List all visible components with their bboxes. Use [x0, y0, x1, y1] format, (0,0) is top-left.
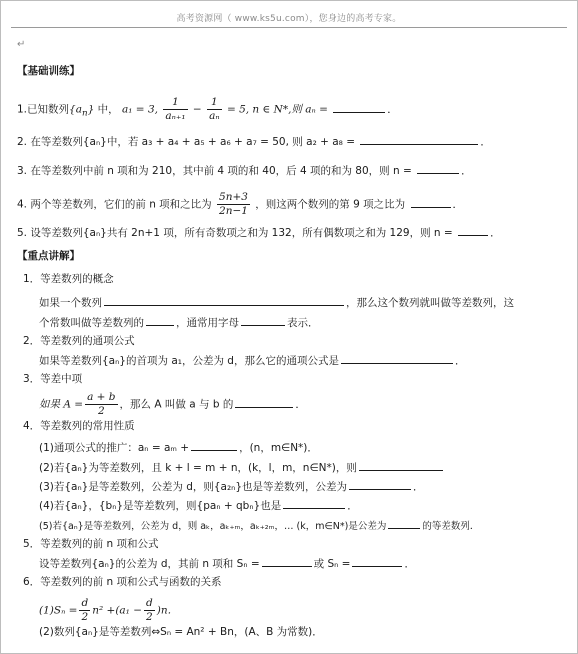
question-1: [17, 96, 398, 123]
q1-seq: {a: [69, 103, 82, 116]
paragraph-mark-icon: ↵: [17, 39, 26, 50]
p2-line1: 如果等差数列{aₙ}的首项为 a₁，公差为 d，那么它的通项公式是: [39, 355, 339, 367]
p3-post: ，那么 A 叫做 a 与 b 的: [119, 398, 234, 411]
point-3-title: 3．等差中项: [23, 373, 83, 385]
p4-i1-blank[interactable]: [191, 439, 237, 451]
point-4-item-2: [39, 459, 445, 475]
page-header: 高考资源网（ www.ks5u.com），您身边的高考专家。: [176, 14, 402, 24]
point-1-line-2: [39, 314, 319, 330]
q3-answer-blank[interactable]: [417, 162, 459, 174]
point-4-item-5: [39, 517, 479, 534]
p6-fraction-2: $\frac{d}{2}$: [146, 597, 153, 623]
q2-text: 2. 在等差数列{aₙ}中，若 a₃ + a₄ + a₅ + a₆ + a₇ = 50, 则 a₂ + a₈ =: [17, 136, 356, 148]
point-6-item-2: (2)数列{aₙ}是等差数列⇔Sₙ = An² + Bn，(A、B 为常数)．: [39, 626, 323, 638]
p4-i3-blank[interactable]: [349, 478, 411, 490]
p4-i4-blank[interactable]: [283, 497, 345, 509]
q1-fraction-1: $\frac{1}{\text{aₙ₊₁}}$: [165, 96, 186, 122]
p5-sum-blank-1[interactable]: [262, 555, 312, 567]
p4-i5a: (5)若{aₙ}是等差数列，公差为 d，则 aₖ，aₖ₊ₘ，aₖ₊₂ₘ，… (k，m∈N*)是公差为: [39, 521, 387, 532]
p1-line1b: ，那么这个数列就叫做等差数列，这: [346, 297, 514, 309]
p4-i3b: ．: [413, 481, 424, 493]
p2-end: ．: [454, 355, 466, 367]
point-1-line-1: [39, 294, 514, 310]
q4-rest: ，则这两个数列的第 9 项之比为: [255, 198, 406, 211]
point-4-title: 4．等差数列的常用性质: [23, 420, 135, 432]
p1-line2a: 个常数叫做等差数列的: [39, 317, 144, 329]
p5-line1a: 设等差数列{aₙ}的公差为 d，其前 n 项和 Sₙ =: [39, 558, 260, 570]
p5-sum-blank-2[interactable]: [352, 555, 402, 567]
q1-minus: −: [189, 103, 206, 116]
point-5-line-1: [39, 555, 415, 571]
p1-line2c: 表示．: [287, 317, 319, 329]
q3-end: ．: [461, 165, 472, 177]
question-5: [17, 224, 501, 240]
q1-answer-blank[interactable]: [333, 101, 385, 113]
p6-i1c: (a₁ −: [115, 604, 143, 617]
p4-i4: (4)若{aₙ}，{bₙ}是等差数列，则{paₙ + qbₙ}也是: [39, 500, 282, 512]
p4-i2a: (2)若{aₙ}为等差数列，且 k + l = m + n，(k，l，m，n∈N*)，则: [39, 462, 357, 474]
point-2-line-1: [39, 352, 465, 368]
section-title-key-points: 【重点讲解】: [17, 250, 80, 262]
p3-end: ．: [295, 398, 306, 411]
q1-cond: a₁ = 3,: [122, 103, 158, 116]
question-4: [17, 191, 463, 218]
q1-fraction-2: $\frac{1}{\text{aₙ}}$: [209, 96, 220, 122]
point-4-item-4: [39, 497, 358, 513]
p6-fraction-1: $\frac{d}{2}$: [81, 597, 89, 623]
q4-prefix: 4. 两个等差数列，它们的前 n 项和之比为: [17, 198, 212, 211]
question-3: [17, 162, 472, 178]
p4-i1a: (1)通项公式的推广：aₙ = aₘ +: [39, 442, 190, 454]
p1-line1a: 如果一个数列: [39, 297, 102, 309]
p1-term-blank[interactable]: [146, 314, 174, 326]
point-1-title: 1．等差数列的概念: [23, 273, 114, 285]
q2-answer-blank[interactable]: [360, 133, 478, 145]
q1-seq-sub: n: [81, 108, 88, 119]
point-4-item-3: [39, 478, 424, 494]
q5-text: 5. 设等差数列{aₙ}共有 2n+1 项，所有奇数项之和为 132，所有偶数项之和为 129，则 n =: [17, 227, 453, 239]
p1-line2b: ，通常用字母: [176, 317, 239, 329]
q4-fraction: $\frac{5n+3}{2n-1}$: [219, 191, 248, 217]
q5-answer-blank[interactable]: [458, 224, 488, 236]
q3-text: 3. 在等差数列中前 n 项和为 210，其中前 4 项的和 40，后 4 项的和为 80，则 n =: [17, 165, 412, 177]
q1-end: ．: [387, 103, 398, 116]
point-4-item-1: [39, 439, 318, 455]
p3-pre: 如果 A =: [39, 398, 84, 411]
p6-i1a: (1)Sₙ =: [39, 604, 78, 617]
q4-end: ．: [452, 198, 463, 211]
q2-end: ．: [480, 136, 491, 148]
q1-seq-close: }: [87, 103, 95, 116]
q5-end: ．: [490, 227, 501, 239]
question-2: [17, 133, 491, 149]
p3-answer-blank[interactable]: [235, 396, 293, 408]
p1-letter-blank[interactable]: [241, 314, 285, 326]
p4-i2-blank[interactable]: [359, 459, 443, 471]
p4-i1b: ，(n，m∈N*)．: [239, 442, 318, 454]
q1-rest: = 5, n ∈ N*,则 aₙ =: [226, 103, 328, 116]
p4-i5-blank[interactable]: [388, 517, 420, 529]
p4-i4b: ．: [347, 500, 358, 512]
p4-i5b: 的等差数列．: [422, 521, 480, 532]
q1-prefix: 1.已知数列: [17, 103, 70, 116]
p5-end: ．: [404, 558, 415, 570]
p6-i1b: n² +: [92, 604, 116, 617]
p2-formula-blank[interactable]: [341, 352, 453, 364]
point-2-title: 2．等差数列的通项公式: [23, 335, 135, 347]
header-rule: [11, 27, 567, 28]
point-3-line-1: [39, 391, 306, 418]
p3-fraction: $\frac{a + b}{2}$: [87, 391, 116, 417]
q1-mid: 中，: [94, 103, 119, 116]
p6-i1d: )n．: [156, 604, 179, 617]
point-5-title: 5．等差数列的前 n 项和公式: [23, 538, 159, 550]
p4-i3a: (3)若{aₙ}是等差数列，公差为 d，则{a₂ₙ}也是等差数列，公差为: [39, 481, 348, 493]
p1-definition-blank[interactable]: [104, 294, 344, 306]
p5-line1b: 或 Sₙ =: [313, 558, 351, 570]
section-title-basic-training: 【基础训练】: [17, 65, 80, 77]
point-6-title: 6．等差数列的前 n 项和公式与函数的关系: [23, 576, 222, 588]
q4-answer-blank[interactable]: [411, 196, 451, 208]
point-6-item-1: [39, 597, 178, 624]
